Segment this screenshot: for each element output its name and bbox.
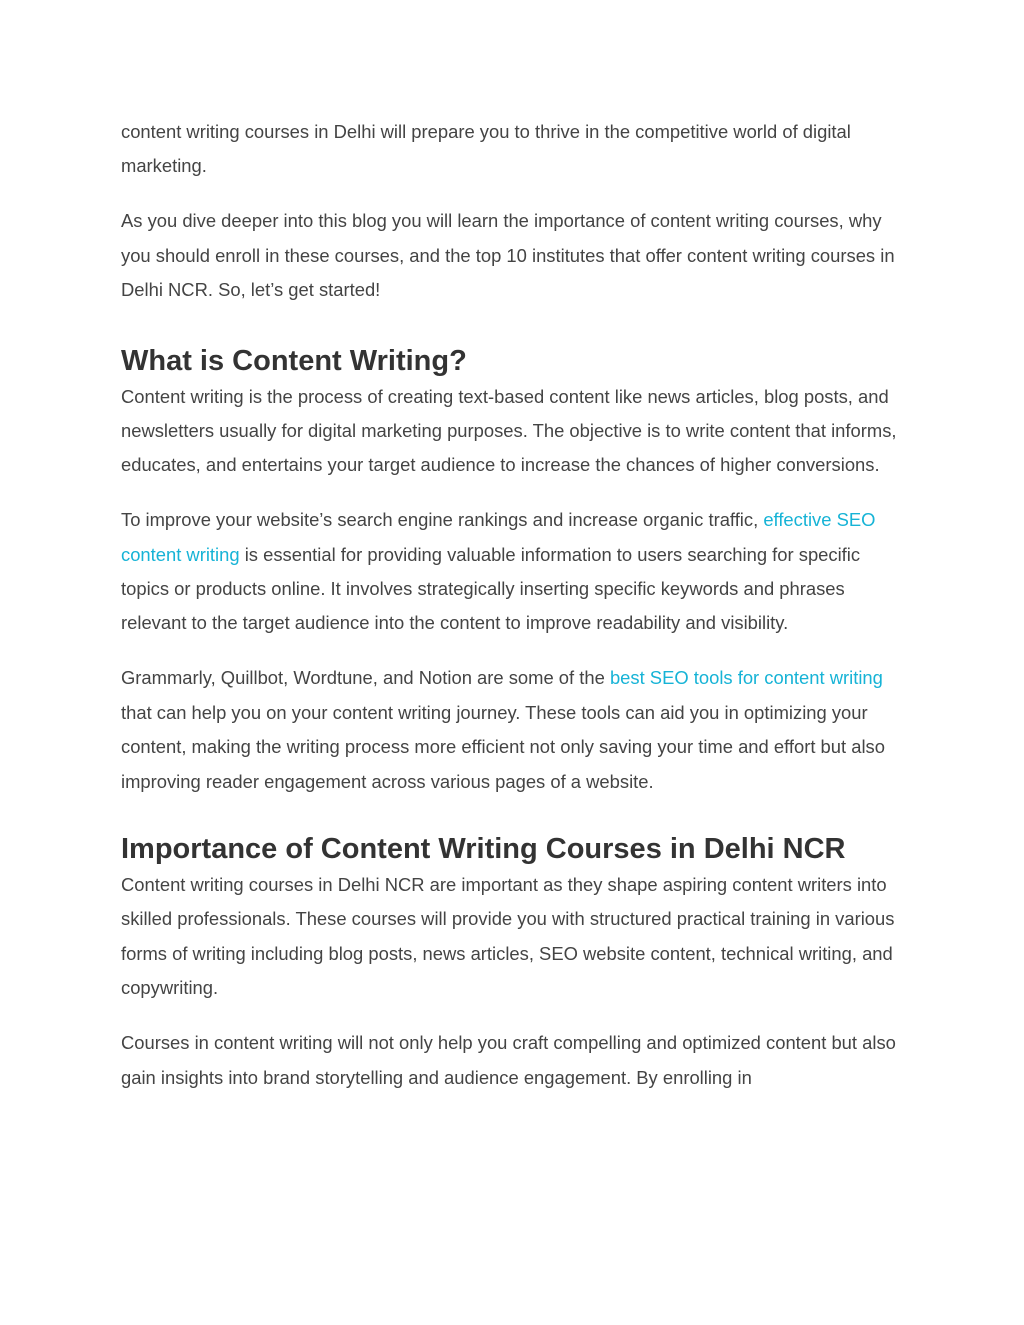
tools-paragraph-text-before: Grammarly, Quillbot, Wordtune, and Notion are some of the xyxy=(121,667,610,689)
intro-paragraph-continuation: content writing courses in Delhi will prepare you to thrive in the competitive world of digital marketing. xyxy=(121,121,851,177)
paragraph-content-writing-definition: Content writing is the process of creating text-based content like news articles, blog posts, and newsletters usually for digital marketing purposes. The objective is to write content that informs, educates, and entertains your target audience to increase the chances of higher conversions. xyxy=(121,385,897,476)
heading-importance-of-courses: Importance of Content Writing Courses in Delhi NCR xyxy=(121,833,846,865)
effective-seo-content-writing-link[interactable]: effective SEO content writing xyxy=(121,509,876,565)
tools-paragraph-text-after: that can help you on your content writing journey. These tools can aid you in optimizing your content, making the writing process more efficient not only saving your time and effort but also improving reader engagement across various pages of a website. xyxy=(121,701,885,792)
best-seo-tools-link[interactable]: best SEO tools for content writing xyxy=(609,667,883,689)
intro-paragraph-blog-overview: As you dive deeper into this blog you will learn the importance of content writing courses, why you should enroll in these courses, and the top 10 institutes that offer content writing courses in Delhi NCR. So, let’s get started! xyxy=(121,210,895,301)
paragraph-courses-importance: Content writing courses in Delhi NCR are important as they shape aspiring content writers into skilled professionals. These courses will provide you with structured practical training in various forms of writing including blog posts, news articles, SEO website content, technical writing, and copywriting. xyxy=(121,874,895,999)
paragraph-seo-content-writing xyxy=(121,503,911,641)
paragraph-seo-tools xyxy=(121,661,911,799)
paragraph-courses-benefits: Courses in content writing will not only help you craft compelling and optimized content but also gain insights into brand storytelling and audience engagement. By enrolling in xyxy=(121,1032,896,1088)
document-page xyxy=(121,115,911,1095)
heading-what-is-content-writing: What is Content Writing? xyxy=(121,344,467,377)
seo-paragraph-text-before: To improve your website’s search engine rankings and increase organic traffic, xyxy=(121,509,764,531)
seo-paragraph-text-after: is essential for providing valuable information to users searching for specific topics or products online. It involves strategically inserting specific keywords and phrases relevant to the target audience into the content to improve readability and visibility. xyxy=(121,543,861,634)
